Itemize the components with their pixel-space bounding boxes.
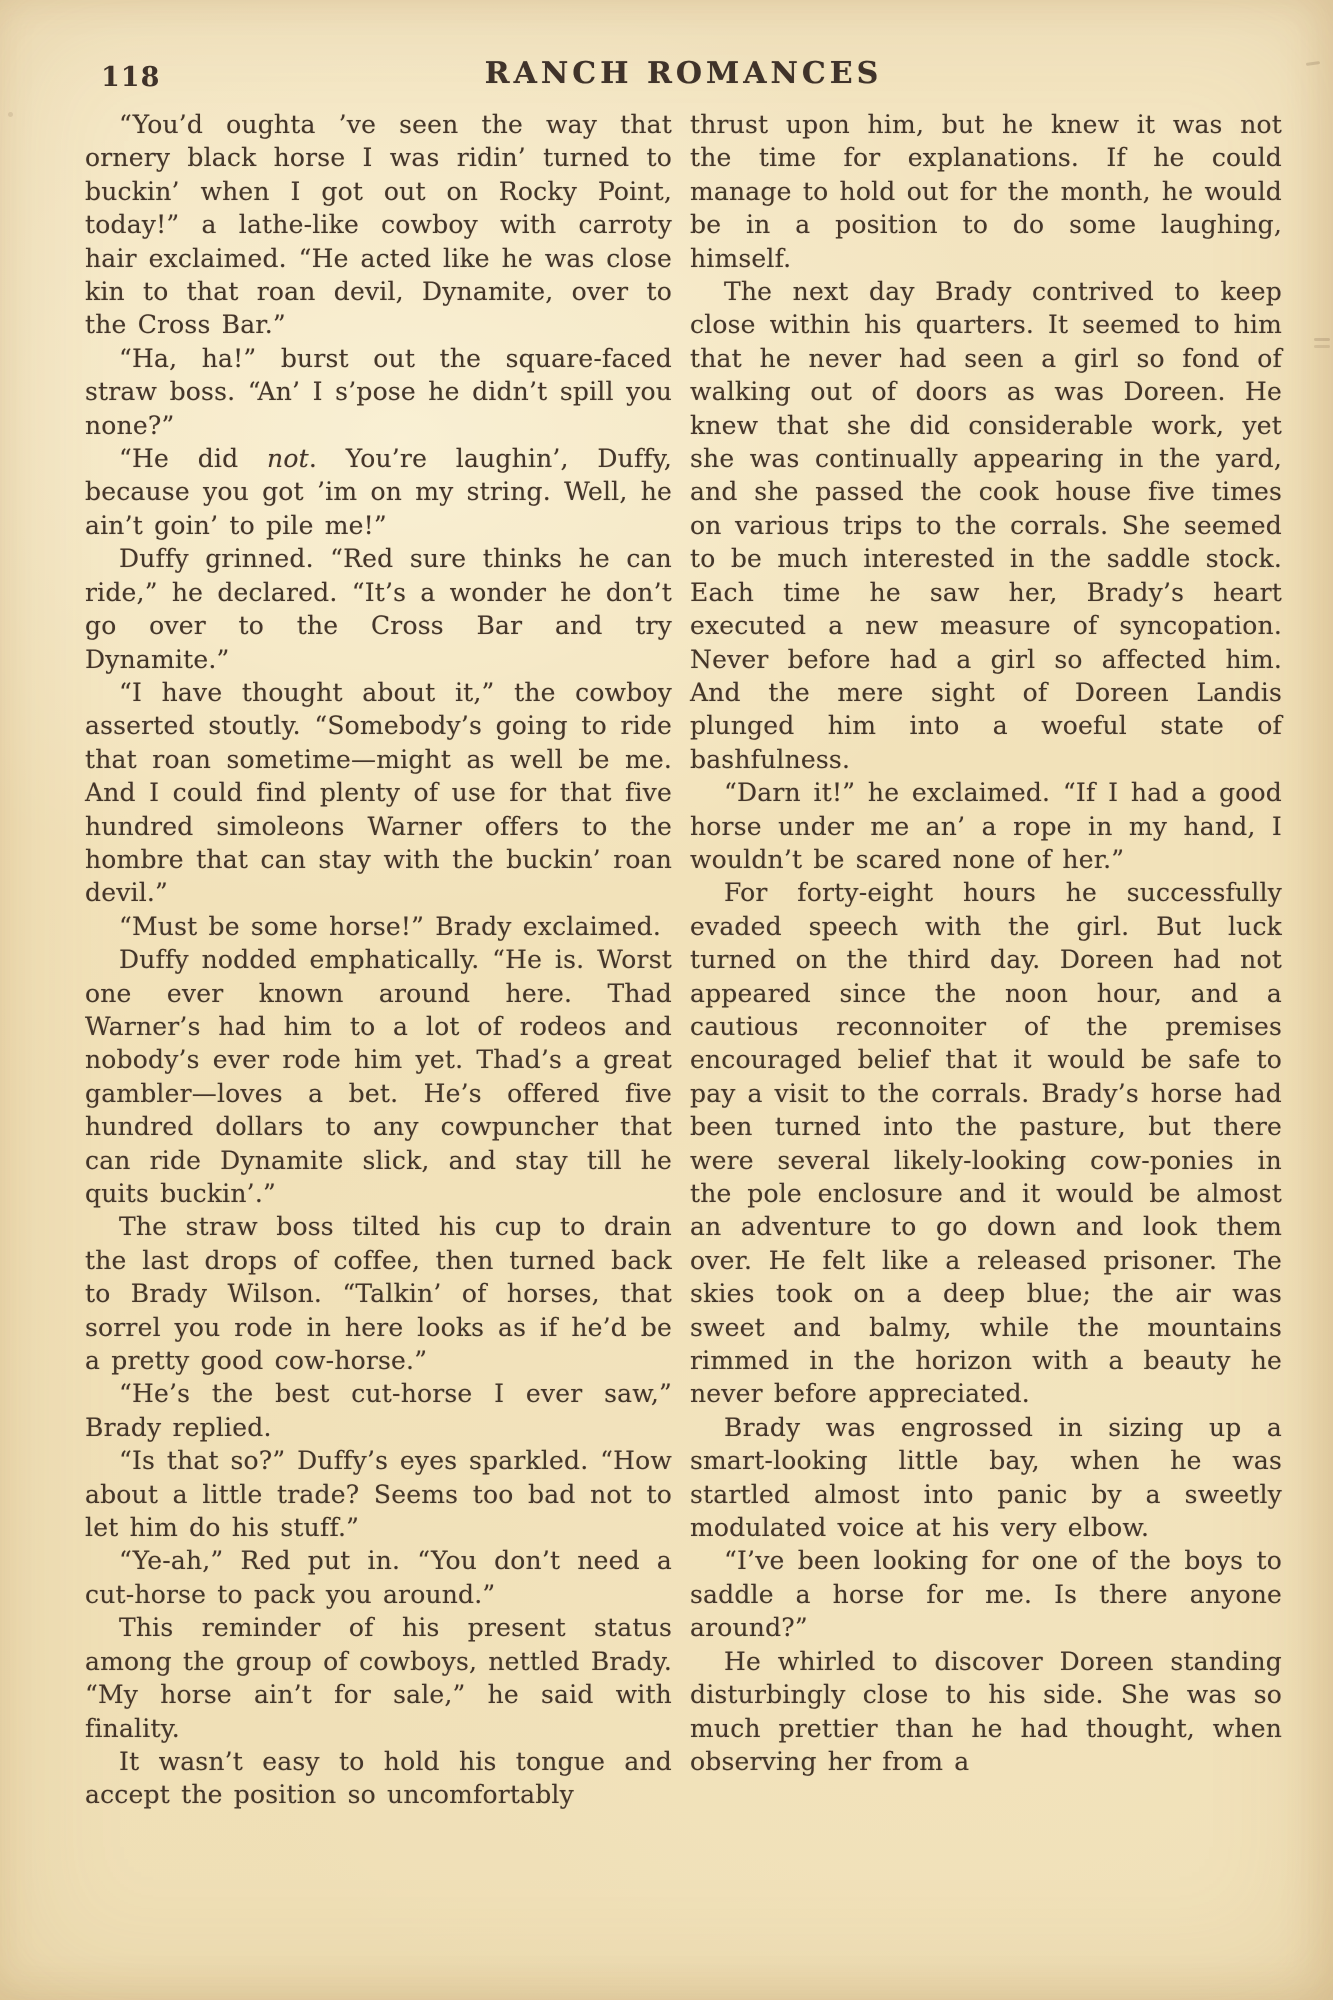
- paragraph: “You’d oughta ’ve seen the way that ornery black horse I was ridin’ turned to buckin’ when I got out on Rocky Point, today!” a lathe-like cowboy with carroty hair exclaimed. “He acted like he was close kin to that roan devil, Dynamite, over to the Cross Bar.”: [85, 110, 672, 340]
- paragraph: “He did not. You’re laughin’, Duffy, because you got ’im on my string. Well, he ain’t goin’ to pile me!”: [85, 444, 672, 540]
- paragraph: “Ha, ha!” burst out the square-faced straw boss. “An’ I s’pose he didn’t spill you none?”: [85, 343, 672, 440]
- paragraph: The next day Brady contrived to keep close within his quarters. It seemed to him that he never had seen a girl so fond of walking out of doors as was Doreen. He knew that she did considerable work, yet she was continually appearing in the yard, and she passed the cook house five times on various trips to the corrals. She seemed to be much interested in the saddle stock. Each time he saw her, Brady’s heart executed a new measure of syncopation. Never before had a girl so affected him. And the mere sight of Doreen Landis plunged him into a woeful state of bashfulness.: [690, 277, 1282, 774]
- text-column-right: [690, 108, 1282, 1778]
- paragraph: “I’ve been looking for one of the boys to saddle a horse for me. Is there anyone around?”: [690, 1546, 1282, 1643]
- paragraph: For forty-eight hours he successfully evaded speech with the girl. But luck turned on the third day. Doreen had not appeared since the noon hour, and a cautious reconnoiter of the premises encouraged belief that it would be safe to pay a visit to the corrals. Brady’s horse had been turned into the pasture, but there were several likely-looking cow-ponies in the pole enclosure and it would be almost an adventure to go down and look them over. He felt like a released prisoner. The skies took on a deep blue; the air was sweet and balmy, while the mountains rimmed in the horizon with a beauty he never before appreciated.: [690, 878, 1282, 1409]
- paragraph: It wasn’t easy to hold his tongue and accept the position so uncomfortably: [85, 1746, 672, 1810]
- paragraph: “Is that so?” Duffy’s eyes sparkled. “How about a little trade? Seems too bad not to let him do his stuff.”: [85, 1446, 672, 1543]
- paragraph: Duffy grinned. “Red sure thinks he can ride,” he declared. “It’s a wonder he don’t go over to the Cross Bar and try Dynamite.”: [85, 544, 672, 674]
- scan-artifact: [1314, 338, 1330, 341]
- scan-artifact: [1306, 61, 1320, 66]
- paragraph: thrust upon him, but he knew it was not the time for explanations. If he could manage to hold out for the month, he would be in a position to do some laughing, himself.: [690, 110, 1282, 273]
- page-number: 118: [101, 62, 161, 93]
- paragraph: This reminder of his present status among the group of cowboys, nettled Brady. “My horse ain’t for sale,” he said with finality.: [85, 1613, 672, 1743]
- scan-artifact: [8, 112, 13, 117]
- page-header: [85, 56, 1282, 100]
- paragraph: He whirled to discover Doreen standing disturbingly close to his side. She was so much prettier than he had thought, when observing her from a: [690, 1646, 1282, 1776]
- paragraph: Duffy nodded emphatically. “He is. Worst one ever known around here. Thad Warner’s had him to a lot of rodeos and nobody’s ever rode him yet. Thad’s a great gambler—loves a bet. He’s offered five hundred dollars to any cowpuncher that can ride Dynamite slick, and stay till he quits buckin’.”: [85, 945, 672, 1208]
- paragraph: “Must be some horse!” Brady exclaimed.: [119, 911, 662, 941]
- page-title: RANCH ROMANCES: [484, 56, 883, 91]
- paragraph: “He’s the best cut-horse I ever saw,” Brady replied.: [85, 1379, 672, 1442]
- scan-artifact: [88, 1790, 92, 1796]
- text-column-left: [85, 108, 672, 1812]
- paragraph: The straw boss tilted his cup to drain the last drops of coffee, then turned back to Brady Wilson. “Talkin’ of horses, that sorrel you rode in here looks as if he’d be a pretty good cow-horse.”: [85, 1212, 672, 1376]
- paragraph: “Darn it!” he exclaimed. “If I had a good horse under me an’ a rope in my hand, I wouldn’t be scared none of her.”: [690, 778, 1282, 874]
- paragraph: “Ye-ah,” Red put in. “You don’t need a cut-horse to pack you around.”: [85, 1546, 672, 1609]
- paragraph: Brady was engrossed in sizing up a smart-looking little bay, when he was startled almost into panic by a sweetly modulated voice at his very elbow.: [690, 1412, 1282, 1543]
- paragraph: “I have thought about it,” the cowboy asserted stoutly. “Somebody’s going to ride that roan sometime—might as well be me. And I could find plenty of use for that five hundred simoleons Warner offers to the hombre that can stay with the buckin’ roan devil.”: [85, 677, 672, 908]
